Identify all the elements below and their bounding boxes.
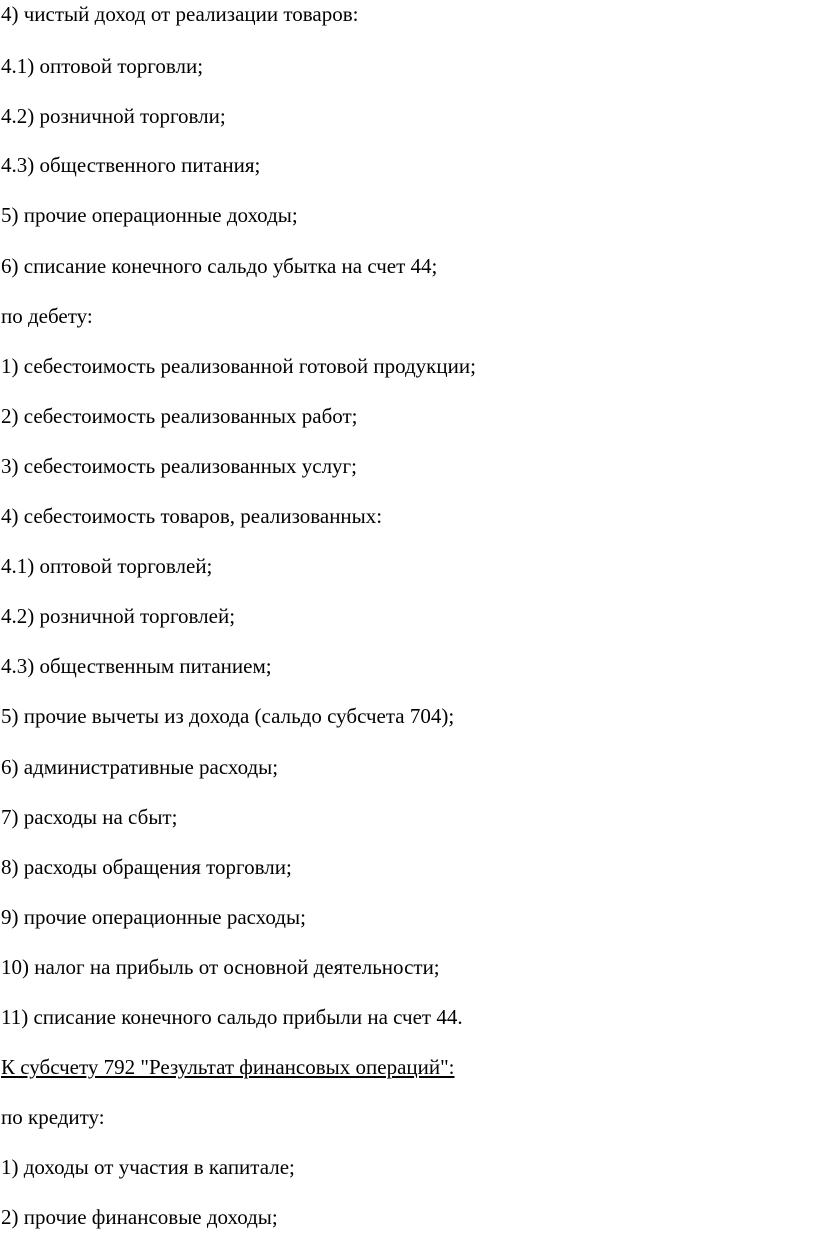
text-line: по кредиту: [1,1105,105,1129]
text-line: 8) расходы обращения торговли; [1,855,292,879]
text-line: 4.1) оптовой торговли; [1,54,204,78]
text-line: 4.2) розничной торговли; [1,104,226,128]
text-line: 4.1) оптовой торговлей; [1,554,213,578]
text-line: 5) прочие операционные доходы; [1,203,298,227]
text-line: 9) прочие операционные расходы; [1,905,306,929]
text-line: 6) административные расходы; [1,755,279,779]
text-line: 5) прочие вычеты из дохода (сальдо субсчета 704); [1,704,455,728]
text-line: 4.3) общественным питанием; [1,654,272,678]
text-line: 1) себестоимость реализованной готовой продукции; [1,354,476,378]
text-line: 7) расходы на сбыт; [1,805,178,829]
text-line: 3) себестоимость реализованных услуг; [1,454,358,478]
text-line: 4) себестоимость товаров, реализованных: [1,504,383,528]
text-line: 10) налог на прибыль от основной деятельности; [1,955,440,979]
section-heading: К субсчету 792 "Результат финансовых операций": [1,1055,455,1079]
text-line: 2) себестоимость реализованных работ; [1,404,358,428]
text-line: 4) чистый доход от реализации товаров: [1,2,359,26]
text-line: 1) доходы от участия в капитале; [1,1155,295,1179]
text-line: 11) списание конечного сальдо прибыли на счет 44. [1,1005,463,1029]
text-line: 4.2) розничной торговлей; [1,604,236,628]
text-line: 4.3) общественного питания; [1,153,261,177]
text-line: 2) прочие финансовые доходы; [1,1205,278,1229]
text-line: по дебету: [1,304,93,328]
text-line: 6) списание конечного сальдо убытка на счет 44; [1,254,438,278]
